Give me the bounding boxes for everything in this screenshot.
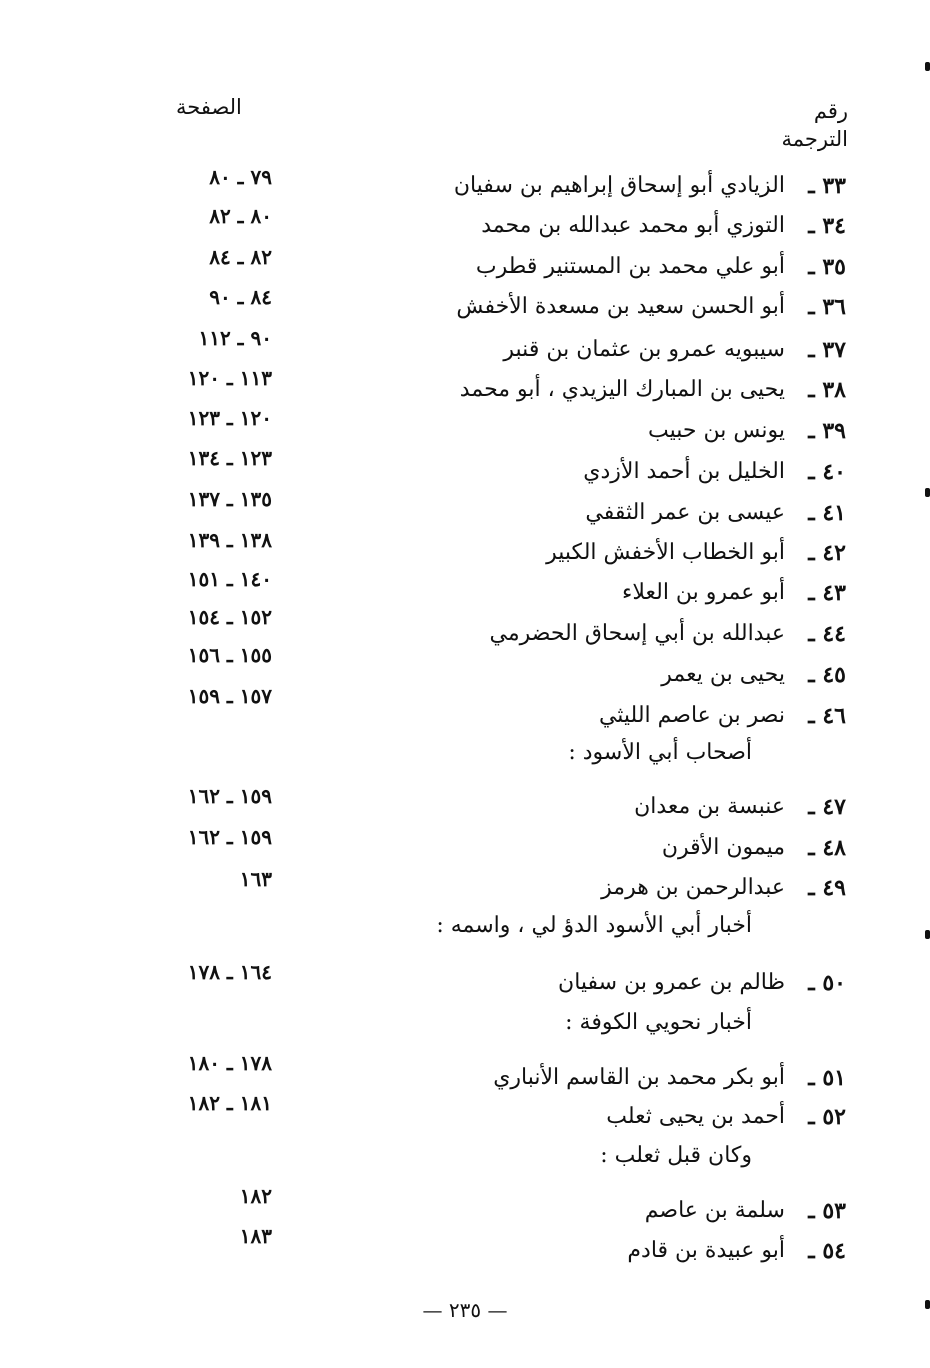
entry-pages: ١٨٢	[239, 1184, 272, 1208]
page-column-header: الصفحة	[176, 95, 242, 119]
entry-number: ٥٤ ـ	[808, 1238, 846, 1264]
entry-number: ٥٢ ـ	[808, 1104, 846, 1130]
entry-name: يحيى بن المبارك اليزيدي ، أبو محمد	[459, 377, 785, 402]
scan-edge-mark	[925, 62, 930, 71]
entry-name: نصر بن عاصم الليثي	[598, 703, 785, 728]
entry-name: عيسى بن عمر الثقفي	[585, 500, 785, 525]
entry-name: ميمون الأقرن	[661, 835, 785, 860]
entry-number: ٤٩ ـ	[808, 875, 846, 901]
entry-pages: ١٣٥ ـ ١٣٧	[187, 487, 272, 511]
entry-name: يحيى بن يعمر	[661, 662, 785, 687]
entry-number: ٤٤ ـ	[808, 621, 846, 647]
entry-pages: ٨٤ ـ ٩٠	[209, 285, 272, 309]
entry-pages: ١٦٣	[239, 867, 272, 891]
entry-pages: ١٥٥ ـ ١٥٦	[187, 643, 272, 667]
entry-name: أبو عمرو بن العلاء	[622, 580, 785, 605]
entry-pages: ١٤٠ ـ ١٥١	[187, 567, 272, 591]
entry-number: ٤٨ ـ	[808, 835, 846, 861]
entry-name: التوزي أبو محمد عبدالله بن محمد	[481, 213, 785, 238]
entry-pages: ١٥٩ ـ ١٦٢	[187, 825, 272, 849]
entry-number-header-line2: الترجمة	[781, 127, 848, 151]
entry-number: ٣٨ ـ	[808, 377, 846, 403]
entry-number: ٣٩ ـ	[808, 418, 846, 444]
scan-edge-mark	[925, 488, 930, 497]
entry-pages: ١٧٨ ـ ١٨٠	[187, 1051, 272, 1075]
entry-pages: ١٦٤ ـ ١٧٨	[187, 960, 272, 984]
entry-pages: ١١٣ ـ ١٢٠	[187, 366, 272, 390]
entry-name: أبو علي محمد بن المستنير قطرب	[475, 254, 785, 279]
entry-name: أبو الخطاب الأخفش الكبير	[546, 540, 785, 565]
entry-name: ظالم بن عمرو بن سفيان	[558, 970, 785, 995]
entry-number: ٤٦ ـ	[808, 703, 846, 729]
section-heading-abu-aswad-news: أخبار أبي الأسود الدؤ لي ، واسمه :	[436, 913, 752, 938]
section-heading-companions: أصحاب أبي الأسود :	[568, 740, 752, 765]
entry-pages: ١٥٧ ـ ١٥٩	[187, 684, 272, 708]
entry-name: عبدالرحمن بن هرمز	[601, 875, 785, 900]
entry-number: ٣٤ ـ	[808, 213, 846, 239]
entry-name: الخليل بن أحمد الأزدي	[583, 459, 785, 484]
entry-name: يونس بن حبيب	[648, 418, 785, 443]
entry-number: ٥٠ ـ	[808, 970, 846, 996]
entry-name: عنبسة بن معدان	[634, 794, 785, 819]
entry-pages: ٨٢ ـ ٨٤	[209, 245, 272, 269]
entry-number: ٥٣ ـ	[808, 1198, 846, 1224]
entry-number: ٣٧ ـ	[808, 337, 846, 363]
entry-name: سلمة بن عاصم	[644, 1198, 785, 1223]
entry-pages: ١٥٩ ـ ١٦٢	[187, 784, 272, 808]
entry-name: أبو بكر محمد بن القاسم الأنباري	[493, 1065, 785, 1090]
entry-pages: ١٨١ ـ ١٨٢	[187, 1091, 272, 1115]
entry-number: ٤٧ ـ	[808, 794, 846, 820]
entry-number: ٣٣ ـ	[808, 173, 846, 199]
entry-pages: ١٨٣	[239, 1224, 272, 1248]
entry-name: أبو الحسن سعيد بن مسعدة الأخفش	[456, 294, 785, 319]
section-heading-before-thalab: وكان قبل ثعلب :	[600, 1143, 752, 1168]
entry-number: ٤٠ ـ	[808, 459, 846, 485]
entry-number: ٣٦ ـ	[808, 294, 846, 320]
entry-number: ٣٥ ـ	[808, 254, 846, 280]
entry-name: الزيادي أبو إسحاق إبراهيم بن سفيان	[453, 173, 785, 198]
entry-number-header	[781, 97, 848, 153]
entry-name: أبو عبيدة بن قادم	[627, 1238, 785, 1263]
entry-number: ٤٢ ـ	[808, 540, 846, 566]
entry-pages: ٧٩ ـ ٨٠	[209, 165, 272, 189]
entry-name: عبدالله بن أبي إسحاق الحضرمي	[489, 621, 785, 646]
entry-number: ٤٣ ـ	[808, 580, 846, 606]
entry-name: سيبويه عمرو بن عثمان بن قنبر	[503, 337, 785, 362]
entry-number-header-line1: رقم	[813, 99, 848, 123]
scan-edge-mark	[925, 1300, 930, 1309]
entry-number: ٤٥ ـ	[808, 662, 846, 688]
entry-pages: ١٢٣ ـ ١٣٤	[187, 446, 272, 470]
page-number-footer: — ٢٣٥ —	[422, 1298, 508, 1322]
entry-name: أحمد بن يحيى ثعلب	[606, 1104, 785, 1129]
entry-pages: ٨٠ ـ ٨٢	[209, 204, 272, 228]
entry-number: ٥١ ـ	[808, 1065, 846, 1091]
entry-pages: ١٥٢ ـ ١٥٤	[187, 605, 272, 629]
entry-pages: ١٣٨ ـ ١٣٩	[187, 528, 272, 552]
entry-number: ٤١ ـ	[808, 500, 846, 526]
section-heading-kufa-grammarians: أخبار نحويي الكوفة :	[565, 1010, 752, 1035]
entry-pages: ١٢٠ ـ ١٢٣	[187, 406, 272, 430]
entry-pages: ٩٠ ـ ١١٢	[198, 326, 272, 350]
scan-edge-mark	[925, 930, 930, 939]
